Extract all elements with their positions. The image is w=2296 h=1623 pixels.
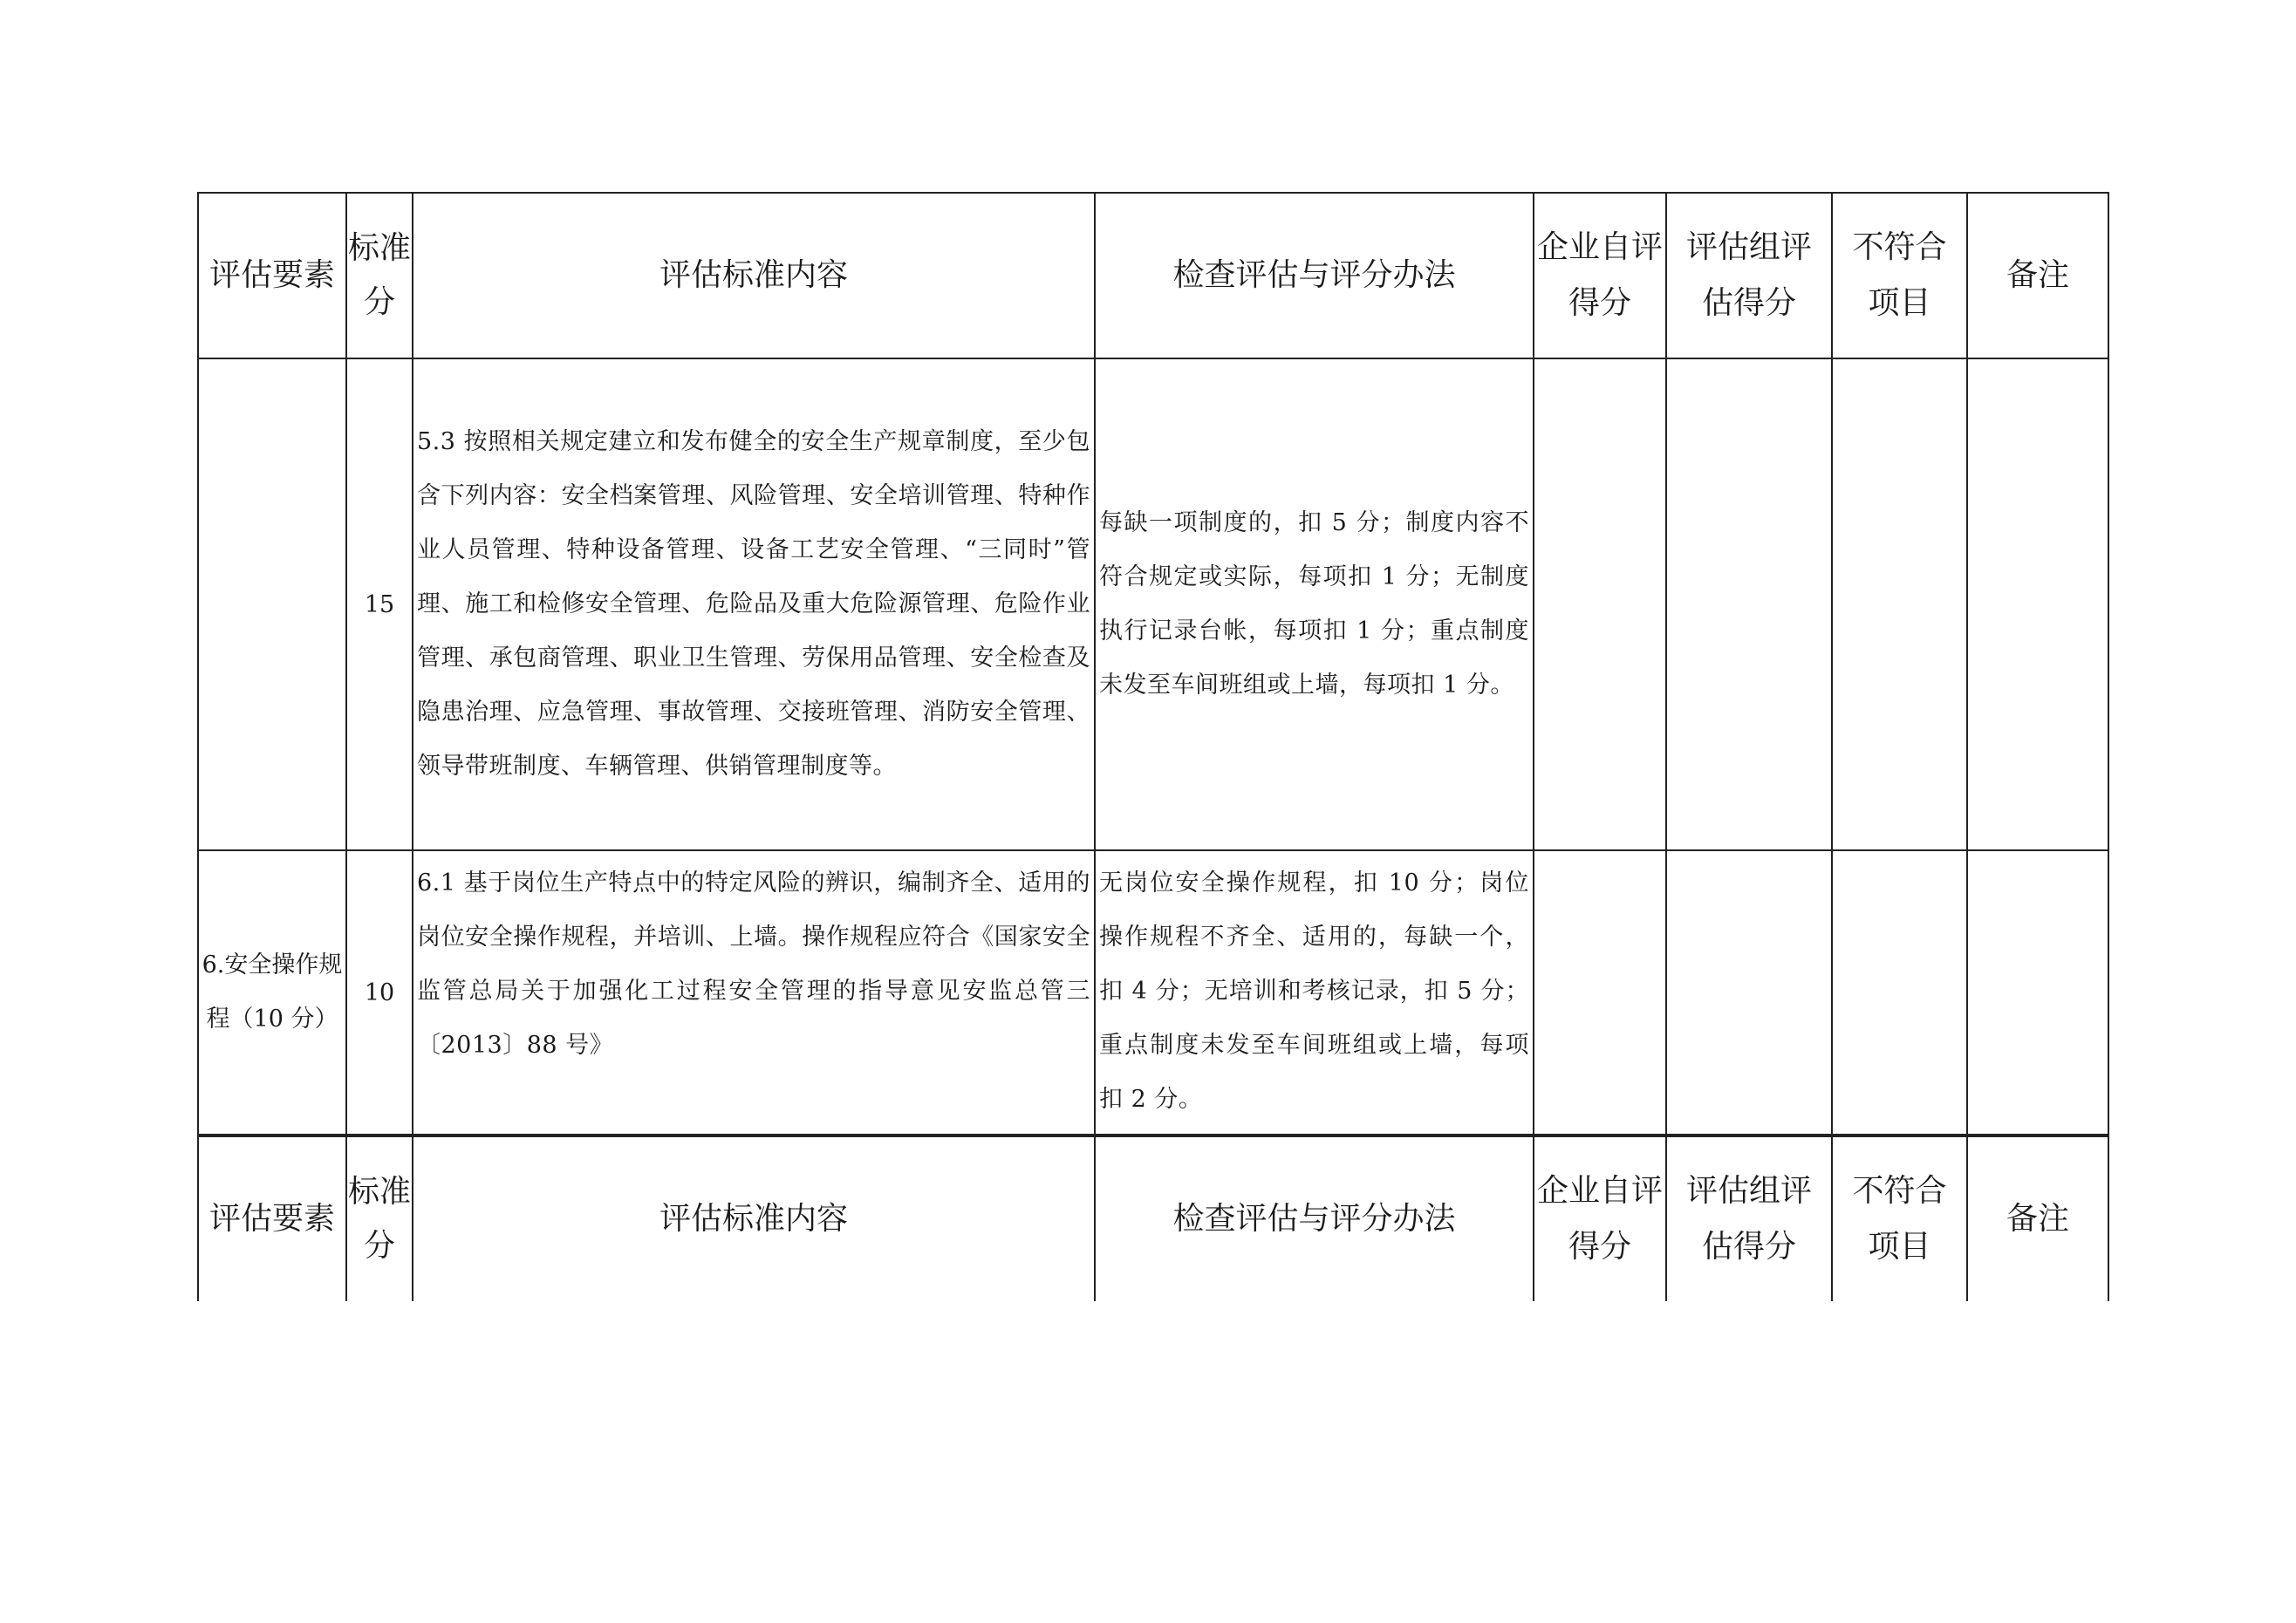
content-cell: 6.1 基于岗位生产特点中的特定风险的辨识，编制齐全、适用的岗位安全操作规程，并培训、上墙。操作规程应符合《国家安全监管总局关于加强化工过程安全管理的指导意见安监总管三〔2013〕88 号》 [413,850,1095,1135]
header-score-line1: 标准 [347,1174,411,1210]
assessment-document [197,192,2108,1301]
header-group-line2: 估得分 [1701,1229,1796,1265]
header-score [346,1136,413,1301]
self-score-cell[interactable] [1534,850,1666,1135]
table-header-row-repeat [198,1136,2108,1301]
nonconform-cell[interactable] [1832,850,1967,1135]
method-cell: 每缺一项制度的，扣 5 分；制度内容不符合规定或实际，每项扣 1 分；无制度执行记录台帐，每项扣 1 分；重点制度未发至车间班组或上墙，每项扣 1 分。 [1095,358,1534,850]
remark-cell[interactable] [1967,358,2108,850]
header-score-line2: 分 [363,284,395,320]
header-score [346,193,413,358]
self-score-cell[interactable] [1534,358,1666,850]
header-element: 评估要素 [198,1136,346,1301]
header-nonconform [1832,1136,1967,1301]
group-score-cell[interactable] [1666,358,1832,850]
header-nonconform-line1: 不符合 [1852,1173,1947,1209]
element-cell [198,358,346,850]
header-self-score [1534,193,1666,358]
header-remark: 备注 [1967,193,2108,358]
header-self-line1: 企业自评 [1536,1173,1663,1209]
header-method: 检查评估与评分办法 [1095,193,1534,358]
content-cell: 5.3 按照相关规定建立和发布健全的安全生产规章制度，至少包含下列内容：安全档案管理、风险管理、安全培训管理、特种作业人员管理、特种设备管理、设备工艺安全管理、“三同时”管理、施工和检修安全管理、危险品及重大危险源管理、危险作业管理、承包商管理、职业卫生管理、劳保用品管理、安全检查及隐患治理、应急管理、事故管理、交接班管理、消防安全管理、领导带班制度、车辆管理、供销管理制度等。 [413,358,1095,850]
header-content: 评估标准内容 [413,1136,1095,1301]
header-nonconform [1832,193,1967,358]
score-cell: 15 [346,358,413,850]
header-nonconform-line2: 项目 [1868,285,1931,321]
header-group-score [1666,193,1832,358]
header-self-line2: 得分 [1568,285,1631,321]
nonconform-cell[interactable] [1832,358,1967,850]
assessment-table-continued [197,1135,2109,1301]
table-header-row [198,193,2108,358]
header-nonconform-line1: 不符合 [1852,229,1947,265]
element-cell: 6.安全操作规程（10 分） [198,850,346,1135]
header-group-line2: 估得分 [1701,285,1796,321]
header-score-line1: 标准 [347,230,411,266]
header-self-line1: 企业自评 [1536,229,1663,265]
remark-cell[interactable] [1967,850,2108,1135]
header-score-line2: 分 [363,1228,395,1264]
score-cell: 10 [346,850,413,1135]
header-nonconform-line2: 项目 [1868,1229,1931,1265]
header-group-line1: 评估组评 [1685,229,1812,265]
header-remark: 备注 [1967,1136,2108,1301]
header-group-score [1666,1136,1832,1301]
header-group-line1: 评估组评 [1685,1173,1812,1209]
group-score-cell[interactable] [1666,850,1832,1135]
table-row [198,358,2108,850]
header-element: 评估要素 [198,193,346,358]
header-self-score [1534,1136,1666,1301]
header-method: 检查评估与评分办法 [1095,1136,1534,1301]
header-content: 评估标准内容 [413,193,1095,358]
assessment-table [197,192,2109,1135]
header-self-line2: 得分 [1568,1229,1631,1265]
table-row [198,850,2108,1135]
method-cell: 无岗位安全操作规程，扣 10 分；岗位操作规程不齐全、适用的，每缺一个，扣 4 分；无培训和考核记录，扣 5 分；重点制度未发至车间班组或上墙，每项扣 2 分。 [1095,850,1534,1135]
